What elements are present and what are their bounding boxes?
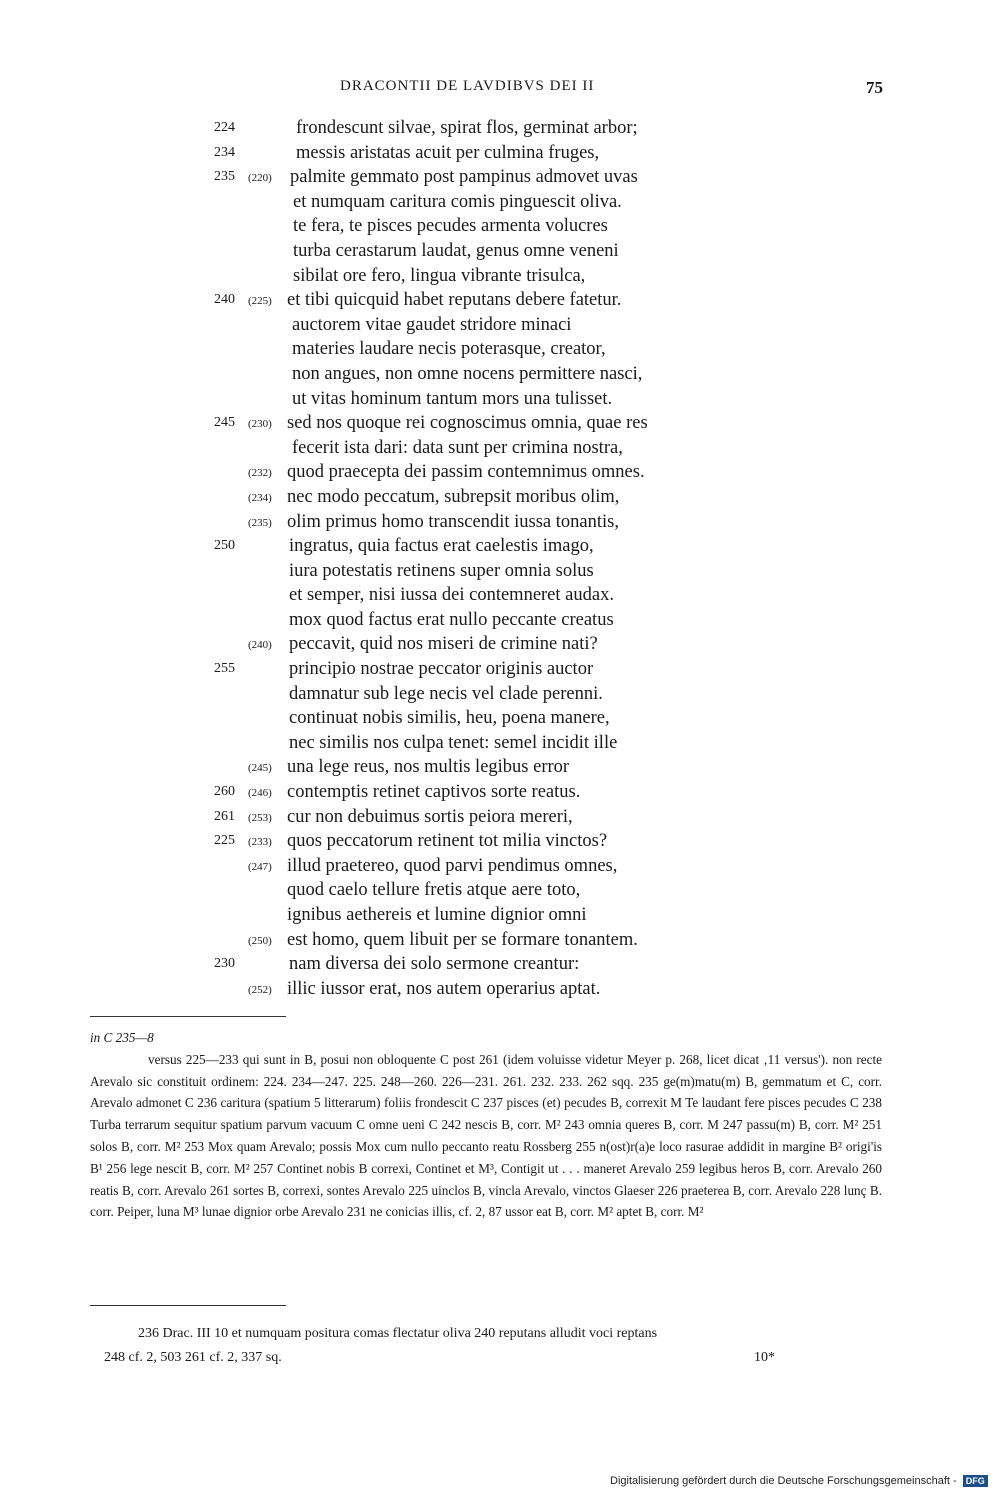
footnote-rule-bottom [90, 1305, 286, 1306]
verse-text: nam diversa dei solo sermone creantur: [289, 954, 580, 975]
apparatus-heading: in C 235—8 [90, 1030, 154, 1045]
verse-number: 240 [214, 292, 235, 308]
verse-line [0, 192, 1000, 217]
verse-text: una lege reus, nos multis legibus error [287, 757, 570, 778]
running-title: DRACONTII DE LAVDIBVS DEI II [340, 78, 595, 94]
verse-text: ingratus, quia factus erat caelestis imago, [289, 536, 594, 557]
verse-line [0, 757, 1000, 782]
verse-line [0, 782, 1000, 807]
verse-line [0, 561, 1000, 586]
alt-verse-number: (253) [248, 811, 272, 824]
footnote-rule-top [90, 1016, 286, 1017]
verse-line [0, 659, 1000, 684]
verse-text: quod caelo tellure fretis atque aere toto, [287, 880, 581, 901]
dfg-credit-text: Digitalisierung gefördert durch die Deutsche Forschungsgemeinschaft - [610, 1475, 957, 1487]
verse-text: quod praecepta dei passim contemnimus omnes. [287, 462, 645, 483]
verse-text: nec similis nos culpa tenet: semel incidit ille [289, 732, 618, 753]
verse-text: principio nostrae peccator originis auctor [289, 659, 594, 680]
alt-verse-number: (234) [248, 491, 272, 504]
verse-line [0, 118, 1000, 143]
verse-line [0, 143, 1000, 168]
alt-verse-number: (232) [248, 467, 272, 480]
verse-number: 260 [214, 784, 235, 800]
critical-apparatus [90, 1027, 882, 1223]
verse-text: ignibus aethereis et lumine dignior omni [287, 905, 587, 925]
verse-text: continuat nobis similis, heu, poena manere, [289, 708, 610, 729]
verse-line [0, 512, 1000, 537]
verse-line [0, 880, 1000, 905]
verse-number: 234 [214, 144, 235, 160]
verse-line [0, 930, 1000, 955]
alt-verse-number: (225) [248, 295, 272, 308]
verse-line [0, 364, 1000, 389]
verse-line [0, 634, 1000, 659]
verse-line [0, 266, 1000, 291]
verse-text: auctorem vitae gaudet stridore minaci [292, 314, 572, 335]
verse-text: ut vitas hominum tantum mors una tulisset. [292, 388, 613, 409]
verse-text: materies laudare necis poterasque, creator, [292, 339, 606, 360]
testimonia-line-1: 236 Drac. III 10 et numquam positura comas flectatur oliva 240 reputans alludit voci reptans [138, 1326, 658, 1341]
verse-text: contemptis retinet captivos sorte reatus. [287, 782, 581, 803]
verse-line [0, 733, 1000, 758]
alt-verse-number: (233) [248, 836, 272, 849]
verse-text: palmite gemmato post pampinus admovet uvas [290, 167, 638, 188]
verse-line [0, 339, 1000, 364]
verse-line [0, 389, 1000, 414]
apparatus-body: versus 225—233 qui sunt in B, posui non obloquente C post 261 (idem voluisse videtur Meyer p. 268, licet dicat ‚11 versus'). non recte Arevalo sic constituit ordinem: 224. 234—247. 225. 248—260. 226—231. 261. 232. 233. 262 sqq. 235 ge(m)matu(m) B, gemmatum et C, corr. Arevalo admonet C 236 caritura (spatium 5 litterarum) foliis frondescit C 237 pisces (et) pecudes B, correxit M Te laudant fere pisces pecudes C 238 Turba terrarum sequitur spatium parvum vacuum C omne ueni C 242 nescis B, corr. M² 243 omnia queres B, corr. M 247 passu(m) B, corr. M² 251 solos B, corr. M² 253 Mox quam Arevalo; possis Mox cum nullo peccanto reatu Rossberg 255 n(ost)r(a)e loco rasurae addidit in margine B² origi'is B¹ 256 lege nescit B, corr. M² 257 Continet nobis B correxi, Continet et M³, Contigit ut . . . maneret Arevalo 259 legibus heros B, corr. Arevalo 260 reatis B, corr. Arevalo 261 sortes B, correxi, sontes Arevalo 225 uinclos B, vincla Arevalo, vinctos Glaeser 226 praeterea B, corr. Arevalo 228 lunç B. corr. Peiper, luna M³ lunae dignior orbe Arevalo 231 ne conicias illis, cf. 2, 87 ussor eat B, corr. M² aptet B, corr. M² [90, 1051, 882, 1220]
verse-line [0, 462, 1000, 487]
alt-verse-number: (252) [248, 983, 272, 996]
verse-line [0, 831, 1000, 856]
verse-number: 250 [214, 538, 235, 554]
verse-text: turba cerastarum laudat, genus omne veneni [293, 240, 619, 261]
verse-line [0, 856, 1000, 881]
verse-text: nec modo peccatum, subrepsit moribus olim, [287, 486, 620, 507]
dfg-credit [610, 1475, 988, 1487]
verse-line [0, 807, 1000, 832]
verse-text: est homo, quem libuit per se formare tonantem. [287, 929, 638, 950]
verse-line [0, 610, 1000, 635]
verse-text: olim primus homo transcendit iussa tonantis, [287, 511, 619, 532]
verse-line [0, 585, 1000, 610]
alt-verse-number: (250) [248, 934, 272, 947]
verse-line [0, 241, 1000, 266]
verse-text: et semper, nisi iussa dei contemneret audax. [289, 585, 614, 606]
verse-line [0, 708, 1000, 733]
alt-verse-number: (246) [248, 787, 272, 800]
verse-text: cur non debuimus sortis peiora mereri, [287, 806, 573, 827]
verse-number: 230 [214, 956, 235, 972]
verse-text: damnatur sub lege necis vel clade perenni. [289, 683, 603, 704]
verse-text: et numquam caritura comis pinguescit oliva. [293, 191, 622, 212]
verse-text: fecerit ista dari: data sunt per crimina nostra, [292, 437, 623, 458]
verse-line [0, 487, 1000, 512]
verse-text: illud praetereo, quod parvi pendimus omnes, [287, 855, 618, 876]
testimonia-line-2 [90, 1346, 882, 1370]
verse-line [0, 979, 1000, 1004]
testimonia-line-2-text: 248 cf. 2, 503 261 cf. 2, 337 sq. [104, 1350, 282, 1365]
signature-mark: 10* [754, 1350, 775, 1365]
verse-line [0, 438, 1000, 463]
verse-number: 224 [214, 120, 235, 135]
verse-text: peccavit, quid nos miseri de crimine nati? [289, 634, 598, 655]
verse-text: mox quod factus erat nullo peccante creatus [289, 609, 614, 630]
verse-line [0, 954, 1000, 979]
verse-line [0, 536, 1000, 561]
verse-line [0, 216, 1000, 241]
verse-number: 261 [214, 808, 235, 824]
dfg-logo-icon: DFG [963, 1475, 988, 1487]
testimonia [90, 1322, 882, 1370]
verse-line [0, 684, 1000, 709]
alt-verse-number: (220) [248, 172, 272, 185]
verse-number: 245 [214, 415, 235, 431]
verse-line [0, 167, 1000, 192]
alt-verse-number: (247) [248, 860, 272, 873]
verse-text: quos peccatorum retinent tot milia vinctos? [287, 831, 608, 852]
verse-text: iura potestatis retinens super omnia solus [289, 560, 594, 581]
verse-line [0, 315, 1000, 340]
verse-text: te fera, te pisces pecudes armenta volucres [293, 216, 608, 237]
page-number: 75 [866, 78, 883, 97]
verse-number: 225 [214, 833, 235, 849]
verse-text: et tibi quicquid habet reputans debere fatetur. [287, 290, 622, 311]
alt-verse-number: (235) [248, 516, 272, 529]
verse-number: 255 [214, 661, 235, 677]
alt-verse-number: (245) [248, 762, 272, 775]
verse-text: non angues, non omne nocens permittere nasci, [292, 363, 643, 384]
alt-verse-number: (230) [248, 418, 272, 431]
verse-line [0, 905, 1000, 930]
verse-text: frondescunt silvae, spirat flos, germinat arbor; [296, 118, 638, 138]
verse-text: sibilat ore fero, lingua vibrante trisulca, [293, 265, 586, 286]
verse-line [0, 413, 1000, 438]
verse-text: illic iussor erat, nos autem operarius aptat. [287, 978, 601, 999]
verse-text: messis aristatas acuit per culmina fruges, [296, 142, 600, 163]
poem-text [0, 118, 1000, 1003]
alt-verse-number: (240) [248, 639, 272, 652]
verse-number: 235 [214, 169, 235, 185]
verse-line [0, 290, 1000, 315]
verse-text: sed nos quoque rei cognoscimus omnia, quae res [287, 413, 648, 434]
